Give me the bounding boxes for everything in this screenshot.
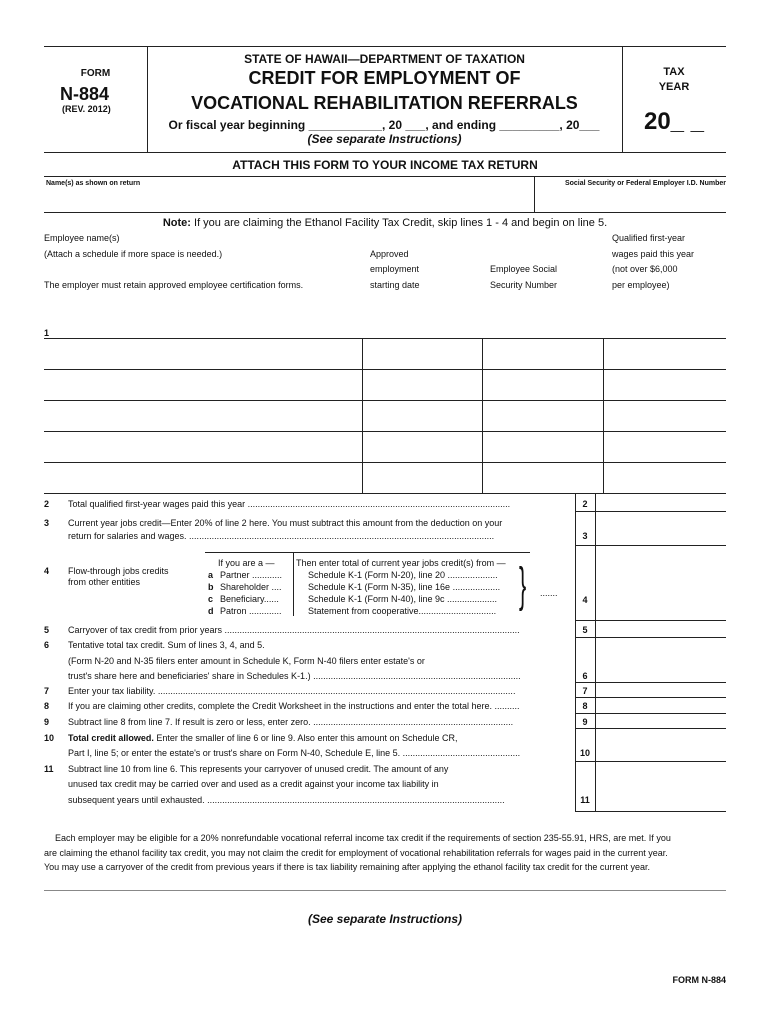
line-4d-entity: Patron ............. bbox=[220, 606, 282, 616]
line-4-input[interactable] bbox=[597, 590, 725, 618]
bottom-instructions: (See separate Instructions) bbox=[307, 912, 463, 926]
footer-para-3: You may use a carryover of the credit from previous years if there is tax liability remaining after applying the ethanol facility tax credit for the current year. bbox=[44, 862, 650, 872]
line-9-box: 9 bbox=[582, 717, 588, 727]
line-2-box: 2 bbox=[582, 499, 588, 509]
line-9-number: 9 bbox=[44, 717, 50, 727]
line-11-text-1: Subtract line 10 from line 6. This represents your carryover of unused credit. The amount of any bbox=[68, 764, 449, 774]
line-4-label-2: from other entities bbox=[68, 577, 141, 587]
revision: (REV. 2012) bbox=[62, 104, 111, 114]
form-title-2: VOCATIONAL REHABILITATION REFERRALS bbox=[191, 93, 578, 113]
footer-para-2: are claiming the ethanol facility tax credit, you may not claim the credit for employment of vocational rehabilitation referrals for wages paid in the current year. bbox=[44, 848, 668, 858]
line-4c-entity: Beneficiary...... bbox=[220, 594, 279, 604]
form-number: N-884 bbox=[60, 84, 110, 104]
line-1-number: 1 bbox=[44, 328, 50, 338]
col-wages-4: per employee) bbox=[612, 280, 670, 290]
col-wages-1: Qualified first-year bbox=[612, 233, 686, 243]
line-4a-entity: Partner ............ bbox=[220, 570, 283, 580]
line-10-number: 10 bbox=[44, 733, 55, 743]
line-6-box: 6 bbox=[582, 671, 588, 681]
see-instructions: (See separate Instructions) bbox=[307, 132, 462, 146]
line-4-dots: ....... bbox=[540, 588, 558, 598]
line-10-text-1 bbox=[68, 733, 458, 743]
line-10-text-2: Part I, line 5; or enter the estate's or trust's share on Form N-40, Schedule E, line 5. ............................................... bbox=[68, 748, 521, 758]
col-ssn-1: Employee Social bbox=[490, 264, 558, 274]
line-4b-source: Schedule K-1 (Form N-35), line 16e ................... bbox=[308, 582, 501, 592]
line-5-box: 5 bbox=[582, 625, 588, 635]
col-start-date-1: Approved bbox=[370, 249, 409, 259]
ssn-input[interactable] bbox=[536, 190, 726, 210]
line-3-text-2: return for salaries and wages. .......................................................................................................................... bbox=[68, 531, 495, 541]
line-5-text: Carryover of tax credit from prior years ...................................................................................................................... bbox=[68, 625, 520, 635]
col-start-date-3: starting date bbox=[370, 280, 420, 290]
note bbox=[44, 217, 726, 229]
line-2-number: 2 bbox=[44, 499, 50, 509]
line-3-box: 3 bbox=[582, 531, 588, 541]
line-2-input[interactable] bbox=[597, 495, 725, 510]
line-4b-letter: b bbox=[208, 582, 214, 592]
line-9-input[interactable] bbox=[597, 715, 725, 727]
line-3-text-1: Current year jobs credit—Enter 20% of line 2 here. You must subtract this amount from the deduction on your bbox=[68, 518, 503, 528]
line-6-text-3: trust's share here and beneficiaries' share in Schedules K-1.) ................................................................................... bbox=[68, 671, 521, 681]
tax-year-field[interactable]: 20_ _ bbox=[643, 108, 705, 135]
line-4-then-header: Then enter total of current year jobs credit(s) from — bbox=[296, 558, 506, 568]
start-date-input[interactable] bbox=[364, 340, 480, 367]
line-11-text-3: subsequent years until exhausted. ....................................................................................................................... bbox=[68, 795, 505, 805]
line-4-brace: } bbox=[519, 559, 527, 612]
line-7-text: Enter your tax liability. ............................................................................................................................................... bbox=[68, 686, 516, 696]
line-10-rest: Enter the smaller of line 6 or line 9. Also enter this amount on Schedule CR, bbox=[153, 733, 458, 743]
tax-label: TAX bbox=[663, 66, 685, 78]
employee-name-input[interactable] bbox=[54, 340, 360, 367]
wages-input[interactable] bbox=[605, 340, 725, 367]
line-11-number: 11 bbox=[44, 764, 54, 774]
attach-note: ATTACH THIS FORM TO YOUR INCOME TAX RETURN bbox=[232, 158, 538, 172]
line-4d-letter: d bbox=[208, 606, 214, 616]
line-8-text: If you are claiming other credits, complete the Credit Worksheet in the instructions and enter the total here. .......... bbox=[68, 701, 520, 711]
col-employee-name-3: The employer must retain approved employee certification forms. bbox=[44, 280, 304, 290]
line-5-number: 5 bbox=[44, 625, 50, 635]
line-10-bold: Total credit allowed. bbox=[68, 733, 154, 743]
ssn-label: Social Security or Federal Employer I.D. Number bbox=[564, 180, 726, 187]
line-8-number: 8 bbox=[44, 701, 50, 711]
line-4c-source: Schedule K-1 (Form N-40), line 9c .................... bbox=[308, 594, 498, 604]
line-6-input[interactable] bbox=[597, 668, 725, 681]
form-footer: FORM N-884 bbox=[672, 975, 726, 985]
note-text: If you are claiming the Ethanol Facility Tax Credit, skip lines 1 - 4 and begin on line 5. bbox=[194, 217, 608, 229]
line-4-if-header: If you are a — bbox=[218, 558, 275, 568]
line-4-number: 4 bbox=[44, 566, 50, 576]
line-6-text-2: (Form N-20 and N-35 filers enter amount in Schedule K, Form N-40 filers enter estate's or bbox=[68, 656, 425, 666]
name-input[interactable] bbox=[44, 190, 532, 210]
col-ssn-2: Security Number bbox=[490, 280, 558, 290]
line-4a-source: Schedule K-1 (Form N-20), line 20 .................... bbox=[308, 570, 498, 580]
line-4d-source: Statement from cooperative............................... bbox=[308, 606, 497, 616]
col-employee-name-2: (Attach a schedule if more space is needed.) bbox=[44, 249, 223, 259]
line-3-input[interactable] bbox=[597, 528, 725, 544]
line-7-box: 7 bbox=[582, 686, 588, 696]
line-6-number: 6 bbox=[44, 640, 50, 650]
footer-para-1: Each employer may be eligible for a 20% nonrefundable vocational referral income tax credit if the requirements of section 235-55.91, HRS, are met. If you bbox=[55, 833, 671, 843]
form-label: FORM bbox=[80, 68, 111, 79]
employee-ssn-input[interactable] bbox=[484, 340, 601, 367]
year-label: YEAR bbox=[658, 81, 690, 93]
line-2-text: Total qualified first-year wages paid this year ......................................................................................................... bbox=[68, 499, 511, 509]
line-10-box: 10 bbox=[579, 748, 590, 758]
col-employee-name-1: Employee name(s) bbox=[44, 233, 120, 243]
line-4-box: 4 bbox=[582, 595, 588, 605]
line-4a-letter: a bbox=[208, 570, 214, 580]
col-wages-2: wages paid this year bbox=[612, 249, 695, 259]
line-4c-letter: c bbox=[208, 594, 214, 604]
line-10-input[interactable] bbox=[597, 730, 725, 760]
form-title-1: CREDIT FOR EMPLOYMENT OF bbox=[248, 68, 521, 88]
line-9-text: Subtract line 8 from line 7. If result is zero or less, enter zero. ................................................................................ bbox=[68, 717, 514, 727]
line-7-input[interactable] bbox=[597, 684, 725, 696]
line-11-box: 11 bbox=[580, 795, 590, 805]
agency: STATE OF HAWAII—DEPARTMENT OF TAXATION bbox=[244, 52, 525, 66]
line-6-text-1: Tentative total tax credit. Sum of lines 3, 4, and 5. bbox=[68, 640, 265, 650]
fiscal-year-line: Or fiscal year beginning ___________, 20 ___, and ending _________, 20___ bbox=[168, 118, 600, 132]
line-11-text-2: unused tax credit may be carried over and used as a credit against your income tax liability in bbox=[68, 779, 439, 789]
note-prefix: Note: bbox=[162, 217, 191, 229]
line-5-input[interactable] bbox=[597, 622, 725, 636]
line-11-input[interactable] bbox=[597, 763, 725, 810]
col-wages-3: (not over $6,000 bbox=[612, 264, 678, 274]
line-8-input[interactable] bbox=[597, 699, 725, 712]
line-7-number: 7 bbox=[44, 686, 50, 696]
line-3-number: 3 bbox=[44, 518, 50, 528]
line-8-box: 8 bbox=[582, 701, 588, 711]
line-4-label-1: Flow-through jobs credits bbox=[68, 566, 169, 576]
name-label: Name(s) as shown on return bbox=[46, 180, 141, 187]
line-4b-entity: Shareholder .... bbox=[220, 582, 282, 592]
col-start-date-2: employment bbox=[370, 264, 420, 274]
